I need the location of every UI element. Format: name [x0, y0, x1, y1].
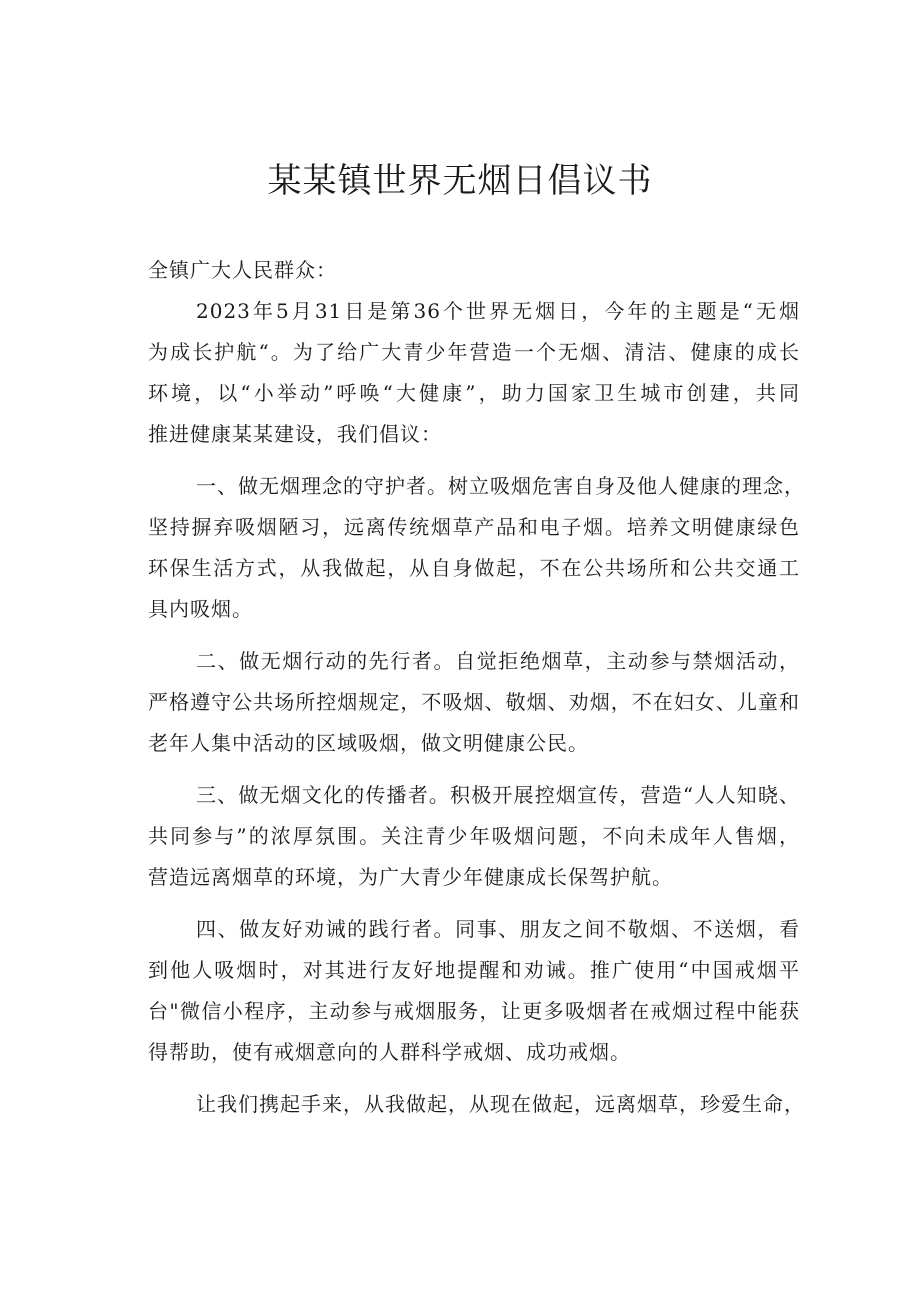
- paragraph-line: 具内吸烟。: [148, 597, 253, 621]
- paragraph-line: 环境，以“小举动”呼唤“大健康”，助力国家卫生城市创建，共同: [148, 381, 800, 405]
- paragraph-line: 得帮助，使有戒烟意向的人群科学戒烟、成功戒烟。: [148, 1040, 631, 1064]
- paragraph-line: 严格遵守公共场所控烟规定，不吸烟、敬烟、劝烟，不在妇女、儿童和: [148, 690, 800, 714]
- paragraph-intro: [148, 291, 800, 455]
- paragraph-line: 一、做无烟理念的守护者。树立吸烟危害自身及他人健康的理念，: [196, 474, 805, 498]
- paragraph-line: 2023年5月31日是第36个世界无烟日，今年的主题是“无烟: [196, 299, 800, 323]
- paragraph-line: 三、做无烟文化的传播者。积极开展控烟宣传，营造“人人知晓、: [196, 783, 800, 807]
- paragraph-line: 老年人集中活动的区域吸烟，做文明健康公民。: [148, 731, 589, 755]
- paragraph-line: 四、做友好劝诫的践行者。同事、朋友之间不敬烟、不送烟，看: [196, 917, 800, 941]
- paragraph-line: 为成长护航“。为了给广大青少年营造一个无烟、清洁、健康的成长: [148, 340, 800, 364]
- paragraph-item-3: [148, 775, 800, 898]
- paragraph-closing: [148, 1084, 805, 1125]
- document-body: [148, 250, 805, 1125]
- paragraph-item-2: [148, 641, 800, 764]
- paragraph-line: 台"微信小程序，主动参与戒烟服务，让更多吸烟者在戒烟过程中能获: [148, 999, 800, 1023]
- paragraph-line: 环保生活方式，从我做起，从自身做起，不在公共场所和公共交通工: [148, 556, 800, 580]
- paragraph-line: 让我们携起手来，从我做起，从现在做起，远离烟草，珍爱生命，: [196, 1092, 805, 1116]
- document-title: 某某镇世界无烟日倡议书: [267, 161, 653, 201]
- paragraph-line: 坚持摒弃吸烟陋习，远离传统烟草产品和电子烟。培养文明健康绿色: [148, 515, 800, 539]
- paragraph-line: 二、做无烟行动的先行者。自觉拒绝烟草，主动参与禁烟活动，: [196, 649, 800, 673]
- paragraph-item-1: [148, 466, 805, 630]
- paragraph-item-4: [148, 909, 800, 1073]
- paragraph-line: 推进健康某某建设，我们倡议：: [148, 422, 442, 446]
- paragraph-line: 营造远离烟草的环境，为广大青少年健康成长保驾护航。: [148, 865, 673, 889]
- paragraph-line: 共同参与”的浓厚氛围。关注青少年吸烟问题，不向未成年人售烟，: [148, 824, 800, 848]
- paragraph-line: 到他人吸烟时，对其进行友好地提醒和劝诫。推广使用“中国戒烟平: [148, 958, 800, 982]
- salutation: 全镇广大人民群众：: [148, 258, 337, 282]
